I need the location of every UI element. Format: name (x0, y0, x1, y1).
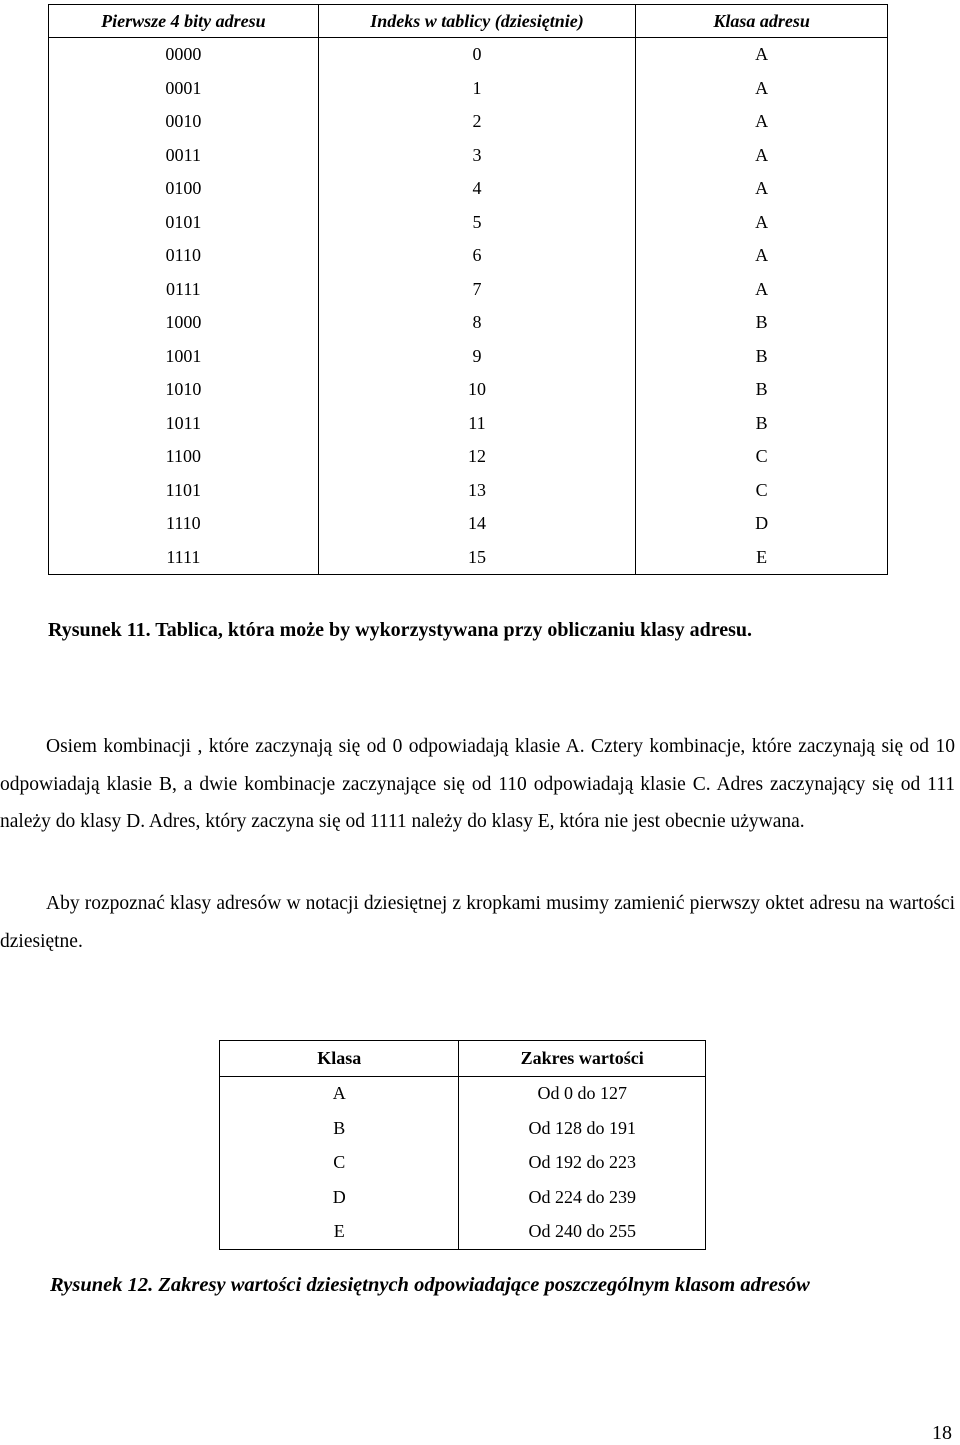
table-cell: 0001 (49, 72, 319, 106)
table-cell: 0 (318, 38, 636, 72)
figure-11-caption: Rysunek 11. Tablica, która może by wykorzystywana przy obliczaniu klasy adresu. (48, 619, 753, 641)
table-cell: E (636, 541, 888, 575)
header-index: Indeks w tablicy (dziesiętnie) (318, 5, 636, 38)
table-header-row (220, 1041, 706, 1077)
table-cell: A (636, 139, 888, 173)
table-cell: D (636, 507, 888, 541)
class-ranges-table-body (220, 1076, 706, 1250)
class-ranges-table (219, 1040, 706, 1250)
header-class: Klasa adresu (636, 5, 888, 38)
table-row (49, 172, 888, 206)
table-cell: 1101 (49, 474, 319, 508)
table-cell: C (220, 1146, 459, 1181)
paragraph-class-combinations: Osiem kombinacji , które zaczynają się od 0 odpowiadają klasie A. Cztery kombinacje, które zaczynają się od 10 odpowiadają klasie B, a dwie kombinacje zaczynające się od 110 odpowiadają klasie C. Adres zaczynający się od 111 należy do klasy D. Adres, który zaczyna się od 1111 należy do klasy E, która nie jest obecnie używana. (0, 736, 955, 832)
table-cell: E (220, 1215, 459, 1250)
table-cell: B (636, 340, 888, 374)
table-cell: 0011 (49, 139, 319, 173)
table-cell: C (636, 474, 888, 508)
table-cell: 8 (318, 306, 636, 340)
table-row (49, 139, 888, 173)
table-cell: 1011 (49, 407, 319, 441)
table-cell: A (636, 273, 888, 307)
table-cell: 14 (318, 507, 636, 541)
table-row (49, 105, 888, 139)
header-klasa: Klasa (220, 1041, 459, 1077)
table-cell: 1111 (49, 541, 319, 575)
table-cell: 1 (318, 72, 636, 106)
table-cell: Od 224 do 239 (459, 1180, 706, 1215)
table-cell: 0000 (49, 38, 319, 72)
header-zakres: Zakres wartości (459, 1041, 706, 1077)
table-cell: 10 (318, 373, 636, 407)
table-row (220, 1111, 706, 1146)
table-row (49, 239, 888, 273)
table-cell: A (636, 105, 888, 139)
table-row (49, 440, 888, 474)
table-cell: 1000 (49, 306, 319, 340)
page-number: 18 (932, 1422, 952, 1444)
table-cell: 2 (318, 105, 636, 139)
table-row (49, 474, 888, 508)
table-cell: 1010 (49, 373, 319, 407)
table-row (49, 541, 888, 575)
table-cell: Od 240 do 255 (459, 1215, 706, 1250)
table-cell: 1100 (49, 440, 319, 474)
table-row (49, 273, 888, 307)
table-cell: 12 (318, 440, 636, 474)
table-row (220, 1180, 706, 1215)
table-row (220, 1076, 706, 1111)
table-cell: A (636, 206, 888, 240)
table-cell: A (220, 1076, 459, 1111)
table-cell: 15 (318, 541, 636, 575)
table-header-row (49, 5, 888, 38)
table-cell: 13 (318, 474, 636, 508)
figure-12-caption: Rysunek 12. Zakresy wartości dziesiętnych odpowiadające poszczególnym klasom adresów (50, 1274, 810, 1296)
table-cell: A (636, 239, 888, 273)
table-row (49, 38, 888, 72)
table-cell: D (220, 1180, 459, 1215)
table-row (49, 306, 888, 340)
table-cell: Od 128 do 191 (459, 1111, 706, 1146)
table-cell: 9 (318, 340, 636, 374)
table-cell: A (636, 72, 888, 106)
table-row (49, 373, 888, 407)
table-cell: 5 (318, 206, 636, 240)
table-row (49, 206, 888, 240)
table-row (220, 1146, 706, 1181)
table-cell: B (220, 1111, 459, 1146)
header-first-bits: Pierwsze 4 bity adresu (49, 5, 319, 38)
table-cell: A (636, 38, 888, 72)
table-cell: B (636, 373, 888, 407)
table-cell: 0010 (49, 105, 319, 139)
table-row (49, 72, 888, 106)
table-row (49, 407, 888, 441)
table-cell: 0110 (49, 239, 319, 273)
table-cell: 1110 (49, 507, 319, 541)
table-cell: 1001 (49, 340, 319, 374)
table-row (220, 1215, 706, 1250)
paragraph-dotted-decimal: Aby rozpoznać klasy adresów w notacji dziesiętnej z kropkami musimy zamienić pierwszy oktet adresu na wartości dziesiętne. (0, 893, 955, 952)
table-cell: 4 (318, 172, 636, 206)
table-cell: B (636, 407, 888, 441)
table-cell: 0100 (49, 172, 319, 206)
table-cell: 0101 (49, 206, 319, 240)
table-cell: Od 192 do 223 (459, 1146, 706, 1181)
table-cell: 6 (318, 239, 636, 273)
table-cell: 11 (318, 407, 636, 441)
table-cell: B (636, 306, 888, 340)
address-bits-table (48, 4, 888, 575)
table-cell: A (636, 172, 888, 206)
table-cell: C (636, 440, 888, 474)
table-cell: 0111 (49, 273, 319, 307)
table-row (49, 507, 888, 541)
address-bits-table-body (49, 38, 888, 575)
table-cell: 3 (318, 139, 636, 173)
table-row (49, 340, 888, 374)
table-cell: 7 (318, 273, 636, 307)
table-cell: Od 0 do 127 (459, 1076, 706, 1111)
